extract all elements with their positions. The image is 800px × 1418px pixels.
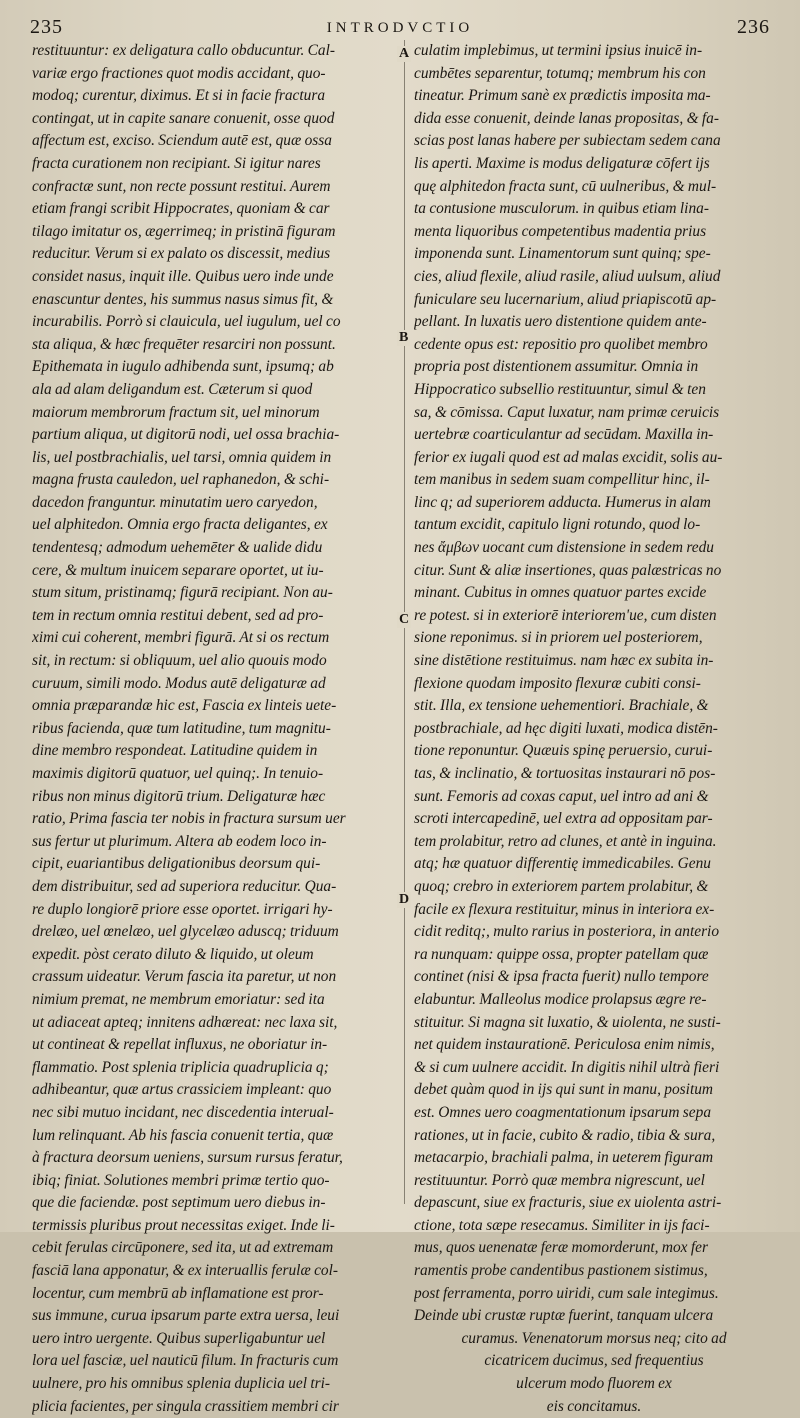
text-line: à fractura deorsum ueniens, sursum rursus feratur, (32, 1149, 343, 1167)
text-line: cumbētes separentur, totumq; membrum his con (414, 64, 706, 82)
text-line: depascunt, siue ex fracturis, siue ex uiolenta astri- (414, 1194, 722, 1212)
text-line: ibiq; finiat. Solutiones membri primæ tertio quo- (32, 1171, 330, 1189)
text-line: lis aperti. Maxime is modus deligaturæ cōfert ijs (414, 154, 710, 172)
text-line: expedit. pòst cerato diluto & liquido, ut oleum (32, 945, 314, 963)
text-line: nes ἄμβων uocant cum distensione in sedem redu (414, 539, 714, 557)
text-line: Epithemata in iugulo adhibenda sunt, ipsumq; ab (32, 358, 334, 376)
text-line: variæ ergo fractiones quot modis accidant, quo- (32, 64, 326, 82)
text-line: lis, uel postbrachialis, uel tarsi, omnia quidem in (32, 448, 332, 466)
text-line: ut contineat & repellat influxus, ne oboriatur in- (32, 1036, 328, 1054)
text-line: plicia facientes, per singula crassitiem membri cir (32, 1397, 339, 1415)
text-line: stit. Illa, ex tensione uehementiori. Brachiale, & (414, 697, 709, 715)
text-line: postbrachiale, ad hęc digiti luxati, modica distēn- (414, 719, 718, 737)
text-line: net quidem instaurationē. Periculosa enim nimis, (414, 1036, 715, 1054)
text-line: maiorum membrorum fractum sit, uel minorum (32, 403, 320, 421)
text-line: cipit, euariantibus deligationibus deorsum qui- (32, 855, 321, 873)
text-line: affectum est, exciso. Sciendum autē est, quæ ossa (32, 132, 332, 150)
text-line: scias post lanas habere per subiectam sedem cana (414, 132, 721, 150)
text-line: rationes, ut in facie, cubito & radio, tibia & sura, (414, 1126, 716, 1144)
text-line: lora uel fasciæ, uel nauticū filum. In fracturis cum (32, 1352, 339, 1370)
text-line: flexione quodam imposito flexuræ cubiti consi- (414, 674, 701, 692)
text-line: & si cum uulnere accidit. In digitis nihil ultrà fieri (414, 1058, 720, 1076)
text-line: eis concitamus. (546, 1397, 642, 1415)
text-line: tilago imitatur os, ægerrimeq; in pristinā figuram (32, 222, 336, 240)
text-line: sus fertur ut plurimum. Altera ab eodem loco in- (32, 832, 327, 850)
text-line: dem distribuitur, sed ad superiora reducitur. Qua- (32, 877, 337, 895)
margin-marker-c: C (399, 612, 410, 627)
text-line: restituuntur: ex deligatura callo obducuntur. Cal- (32, 42, 336, 59)
text-line: atq; hæ quatuor differentię immedicabiles. Genu (414, 855, 712, 873)
text-line: lum relinquant. Ab his fascia conuenit tertia, quæ (32, 1126, 334, 1144)
running-title: INTRODVCTIO (326, 20, 474, 36)
text-line: que die faciendæ. post septimum uero diebus in- (32, 1194, 326, 1212)
text-line: cies, aliud flexile, aliud rasile, aliud uulsum, aliud (414, 267, 721, 285)
text-line: ut adiaceat apteq; innitens adhæreat: nec laxa sit, (32, 1013, 338, 1031)
text-line: est. Omnes uero coagmentationum ipsarum sepa (414, 1103, 712, 1121)
text-line: minant. Cubitus in omnes quatuor partes excide (414, 584, 707, 602)
text-line: cidit reditq;, multo rarius in posteriora, in anterio (414, 923, 720, 941)
text-line: ramentis probe candentibus pastionem sistimus, (414, 1262, 708, 1280)
text-line: incurabilis. Porrò si clauicula, uel iugulum, uel co (32, 313, 341, 331)
text-line: tineatur. Primum sanè ex prædictis imposita ma- (414, 87, 711, 105)
text-line: elabuntur. Malleolus modice prolapsus ægre re- (414, 990, 707, 1008)
text-line: reducitur. Verum si ex palato os discessit, medius (32, 245, 331, 263)
text-line: ulcerum modo fluorem ex (516, 1375, 672, 1393)
text-line: facile ex flexura restituitur, minus in interiora ex- (414, 900, 715, 918)
text-line: ra nunquam: quippe ossa, propter patellam quæ (414, 945, 709, 963)
text-line: sunt. Femoris ad coxas caput, uel intro ad ani & (414, 787, 709, 805)
text-line: modoq; curentur, diximus. Et si in facie fractura (32, 87, 326, 105)
text-line: curamus. Venenatorum morsus neq; cito ad (461, 1329, 727, 1347)
text-line: enascuntur dentes, his summus nasus simus fit, & (32, 290, 334, 308)
text-line: sit, in rectum: si obliquum, uel alio quouis modo (32, 652, 327, 670)
text-line: stum situm, pristinamq; figurā recipiant. Non au- (32, 584, 333, 602)
margin-marker-a: A (399, 46, 410, 61)
text-line: sus immune, curua ipsarum parte extra uersa, leui (32, 1307, 340, 1325)
text-line: uero intro uergente. Quibus superligabuntur uel (32, 1329, 326, 1347)
text-line: omnia præparandæ hic est, Fascia ex linteis uete- (32, 697, 337, 715)
text-line: Deinde ubi crustæ ruptæ fuerint, tanquam ulcera (414, 1307, 714, 1325)
text-line: partium aliqua, ut digitorū nodi, uel ossa brachia- (32, 426, 340, 444)
margin-marker-b: B (399, 330, 409, 345)
text-line: dida esse conuenit, deinde lanas propositas, & fa- (414, 109, 719, 127)
text-line: uulnere, pro his omnibus splenia duplicia uel tri- (32, 1375, 331, 1393)
page-number-left: 235 (30, 16, 63, 38)
text-line: sine distētione restituimus. nam hæc ex subita in- (414, 652, 714, 670)
text-line: ala ad alam deligandum est. Cæterum si quod (32, 380, 313, 398)
text-line: dine membro respondeat. Latitudine quidem in (32, 742, 318, 760)
text-line: linc q; ad superiorem adducta. Humerus in alam (414, 493, 711, 511)
text-line: ctione, tota sæpe resecamus. Similiter in ijs faci- (414, 1216, 710, 1234)
text-line: tem manibus in sedem suam compellitur hinc, il- (414, 471, 710, 489)
text-line: magna frusta cauledon, uel raphanedon, & schi- (32, 471, 330, 489)
text-line: funiculare seu lucernarium, aliud priapiscotū ap- (414, 290, 717, 308)
text-line: sa, & cōmissa. Caput luxatur, nam primæ ceruicis (414, 403, 720, 421)
text-line: locentur, cum membrū ab inflamatione est pror- (32, 1284, 324, 1302)
text-line: cicatricem ducimus, sed frequentius (484, 1352, 704, 1370)
text-line: tantum excidit, capitulo ligni rotundo, quod lo- (414, 516, 701, 534)
left-text-column (32, 40, 400, 1418)
text-line: scroti intercapedinē, uel extra ad oppositam par- (414, 810, 713, 828)
text-line: flammatio. Post splenia triplicia quadruplicia q; (32, 1058, 329, 1076)
text-line: adhibeantur, quæ artus crassiciem impleant: quo (32, 1081, 332, 1099)
text-line: tem prolabitur, retro ad clunes, et antè in inguina. (414, 832, 717, 850)
text-line: quę alphitedon fracta sunt, cū uulneribus, & mul- (414, 177, 717, 195)
text-line: re potest. si in exteriorē interiorem'ue, cum disten (414, 606, 717, 624)
text-line: post ferramenta, porro uiridi, cum sale integimus. (414, 1284, 719, 1302)
page-number-right: 236 (737, 16, 770, 38)
text-line: cedente opus est: repositio pro quolibet membro (414, 335, 708, 353)
text-line: ribus non minus digitorū trium. Deligaturæ hæc (32, 787, 326, 805)
text-line: menta liquoribus competentibus madentia prius (414, 222, 707, 240)
text-line: drelæo, uel œnelæo, uel glycelæo aduscq; triduum (32, 923, 339, 941)
text-line: debet quàm quod in ijs qui sunt in manu, positum (414, 1081, 714, 1099)
text-line: restituuntur. Porrò quæ membra nigrescunt, uel (414, 1171, 705, 1189)
text-line: ribus facienda, quæ tum latitudine, tum magnitu- (32, 719, 331, 737)
text-line: uertebræ coarticulantur ad secūdam. Maxilla in- (414, 426, 714, 444)
text-line: tas, & inclinatio, & tortuositas instaurari nō pos- (414, 765, 716, 782)
text-line: maximis digitorū quatuor, uel quinq;. In tenuio- (32, 765, 324, 782)
text-line: fracta curationem non recipiant. Si igitur nares (32, 154, 321, 172)
text-line: stituitur. Si magna sit luxatio, & uiolenta, ne susti- (414, 1013, 721, 1031)
text-line: ta contusione musculorum. in quibus etiam lina- (414, 200, 709, 218)
text-line: dacedon franguntur. minutatim uero caryedon, (32, 493, 318, 511)
text-line: contingat, ut in capite sanare conuenit, osse quod (32, 109, 335, 127)
text-line: pellant. In luxatis uero distentione quidem ante- (414, 313, 707, 331)
text-line: sta aliqua, & hæc frequēter resarciri non possunt. (32, 335, 336, 353)
text-line: mus, quos uenenatæ feræ momorderunt, mox fer (414, 1239, 708, 1257)
text-line: confractæ sunt, non recte possunt restitui. Aurem (32, 177, 331, 195)
text-line: crassum uideatur. Verum fascia ita paretur, ut non (32, 968, 337, 986)
text-line: cere, & multum inuicem separare oportet, ut iu- (32, 561, 324, 579)
right-text-column (414, 40, 774, 1418)
text-line: tem in rectum omnia restitui debent, sed ad pro- (32, 606, 324, 624)
text-line: ratio, Prima fascia ter nobis in fractura sursum uer (32, 810, 346, 828)
text-line: culatim implebimus, ut termini ipsius inuicē in- (414, 42, 703, 59)
text-line: quoq; crebro in exteriorem partem prolabitur, & (414, 877, 709, 895)
text-line: propria post distentionem assumitur. Omnia in (414, 358, 699, 376)
text-line: curuum, simili modo. Modus autē deligaturæ ad (32, 674, 326, 692)
text-line: considet nasus, inquit ille. Quibus uero inde unde (32, 267, 334, 285)
text-line: continet (nisi & ipsa fracta fuerit) nullo tempore (414, 968, 709, 986)
text-line: fasciā lana apponatur, & ex interuallis ferulæ col- (32, 1262, 339, 1280)
text-line: tione reponuntur. Quæuis spinę peruersio, curui- (414, 742, 713, 760)
page-header (0, 16, 800, 42)
margin-marker-d: D (399, 892, 410, 907)
text-line: imponenda sunt. Linamentorum sunt quinq; spe- (414, 245, 711, 263)
text-line: citur. Sunt & aliæ insertiones, quas palæstricas no (414, 561, 722, 579)
text-line: nec sibi mutuo incidant, nec discedentia interual- (32, 1103, 334, 1121)
text-line: ferior ex iugali quod est ad malas excidit, solis au- (414, 448, 723, 466)
text-line: re duplo longiorē priore esse oportet. irrigari hy- (32, 900, 333, 918)
text-line: cebit ferulas circūponere, sed ita, ut ad extremam (32, 1239, 334, 1257)
text-line: termissis pluribus prout necessitas exiget. Inde li- (32, 1216, 335, 1234)
text-line: nimium premat, ne membrum emoriatur: sed ita (32, 990, 325, 1008)
text-line: Hippocratico subsellio restituuntur, simul & ten (414, 380, 706, 398)
text-line: sione reponimus. si in priorem uel posteriorem, (414, 629, 703, 647)
text-line: uel alphitedon. Omnia ergo fracta deligantes, ex (32, 516, 328, 534)
text-line: etiam frangi scribit Hippocrates, quoniam & car (32, 200, 330, 218)
text-line: ximi cui coherent, membri figurā. At si os rectum (32, 629, 330, 647)
text-line: tendentesq; admodum uehemēter & ualide didu (32, 539, 323, 557)
text-line: metacarpio, brachiali palma, in ueterem figuram (414, 1149, 714, 1167)
